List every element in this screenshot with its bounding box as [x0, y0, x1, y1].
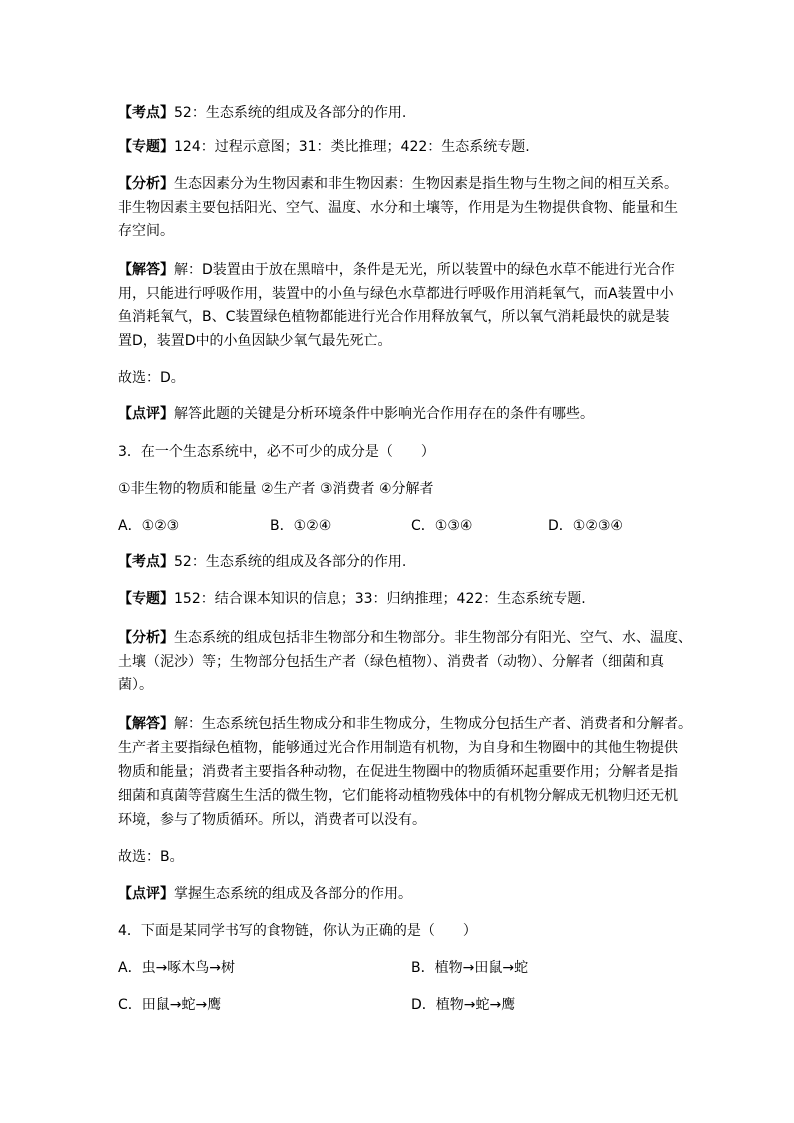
- q3-jieda-line-2: 生产者主要指绿色植物，能够通过光合作用制造有机物，为自身和生物圈中的其他生物提供: [118, 740, 678, 756]
- q3-dianping: [118, 885, 412, 903]
- q3-fenxi-line-3: 菌）。: [118, 677, 153, 693]
- q2-fenxi-line-2: 非生物因素主要包括阳光、空气、温度、水分和土壤等，作用是为生物提供食物、能量和生: [118, 200, 678, 216]
- zhuanti-text: 152：结合课本知识的信息；33：归纳推理；422：生态系统专题.: [174, 591, 586, 607]
- q2-jieda-line-2: 用，只能进行呼吸作用，装置中的小鱼与绿色水草都进行呼吸作用消耗氧气，而A装置中小: [118, 286, 674, 302]
- q3-option-d: D．①②③④: [548, 518, 623, 534]
- dianping-tag: 【点评】: [118, 406, 174, 422]
- jieda-tag: 【解答】: [118, 262, 174, 278]
- q3-guxuan: 故选：B。: [118, 849, 184, 865]
- q2-jieda-line-4: 置D，装置D中的小鱼因缺少氧气最先死亡。: [118, 333, 392, 349]
- q3-option-a: A．①②③: [118, 518, 180, 534]
- q4-option-d: D．植物→蛇→鹰: [411, 997, 516, 1013]
- q3-fenxi-line-1: [118, 629, 692, 647]
- q4-stem: 4．下面是某同学书写的食物链，你认为正确的是（ ）: [118, 923, 477, 939]
- kaodian-tag: 【考点】: [118, 105, 174, 121]
- q3-option-c: C．①③④: [411, 518, 473, 534]
- fenxi-text: 生态系统的组成包括非生物部分和生物部分。非生物部分有阳光、空气、水、温度、: [174, 630, 692, 646]
- jieda-text: 解：D装置由于放在黑暗中，条件是无光，所以装置中的绿色水草不能进行光合作: [174, 262, 675, 278]
- q2-jieda-line-3: 鱼消耗氧气，B、C装置绿色植物都能进行光合作用释放氧气，所以氧气消耗最快的就是装: [118, 309, 670, 325]
- q4-option-a: A．虫→啄木鸟→树: [118, 960, 236, 976]
- zhuanti-text: 124：过程示意图；31：类比推理；422：生态系统专题.: [174, 139, 530, 155]
- fenxi-tag: 【分析】: [118, 630, 174, 646]
- q2-zhuanti: [118, 138, 530, 156]
- q4-option-c: C．田鼠→蛇→鹰: [118, 997, 222, 1013]
- q3-stem: 3．在一个生态系统中，必不可少的成分是（ ）: [118, 444, 435, 460]
- dianping-text: 掌握生态系统的组成及各部分的作用。: [174, 886, 412, 902]
- dianping-text: 解答此题的关键是分析环境条件中影响光合作用存在的条件有哪些。: [174, 406, 594, 422]
- q3-zhuanti: [118, 590, 586, 608]
- q3-items: ①非生物的物质和能量 ②生产者 ③消费者 ④分解者: [118, 481, 434, 497]
- q2-kaodian: [118, 104, 406, 122]
- q4-option-b: B．植物→田鼠→蛇: [411, 960, 529, 976]
- q2-guxuan: 故选：D。: [118, 370, 185, 386]
- q2-fenxi-line-1: [118, 175, 678, 193]
- q3-jieda-line-4: 细菌和真菌等营腐生生活的微生物，它们能将动植物残体中的有机物分解成无机物归还无机: [118, 788, 678, 804]
- q2-dianping: [118, 405, 594, 423]
- q2-fenxi-line-3: 存空间。: [118, 223, 174, 239]
- jieda-tag: 【解答】: [118, 716, 174, 732]
- q3-jieda-line-1: [118, 715, 692, 733]
- kaodian-tag: 【考点】: [118, 554, 174, 570]
- fenxi-text: 生态因素分为生物因素和非生物因素：生物因素是指生物与生物之间的相互关系。: [174, 176, 678, 192]
- q2-jieda-line-1: [118, 261, 675, 279]
- dianping-tag: 【点评】: [118, 886, 174, 902]
- q3-option-b: B．①②④: [270, 518, 332, 534]
- q3-jieda-line-3: 物质和能量；消费者主要指各种动物，在促进生物圈中的物质循环起重要作用；分解者是指: [118, 764, 678, 780]
- q3-jieda-line-5: 环境，参与了物质循环。所以，消费者可以没有。: [118, 812, 426, 828]
- zhuanti-tag: 【专题】: [118, 591, 174, 607]
- kaodian-text: 52：生态系统的组成及各部分的作用.: [174, 554, 407, 570]
- jieda-text: 解：生态系统包括生物成分和非生物成分，生物成分包括生产者、消费者和分解者。: [174, 716, 692, 732]
- kaodian-text: 52：生态系统的组成及各部分的作用.: [174, 105, 407, 121]
- q3-fenxi-line-2: 土壤（泥沙）等；生物部分包括生产者（绿色植物）、消费者（动物）、分解者（细菌和真: [118, 654, 664, 670]
- fenxi-tag: 【分析】: [118, 176, 174, 192]
- q3-kaodian: [118, 553, 406, 571]
- zhuanti-tag: 【专题】: [118, 139, 174, 155]
